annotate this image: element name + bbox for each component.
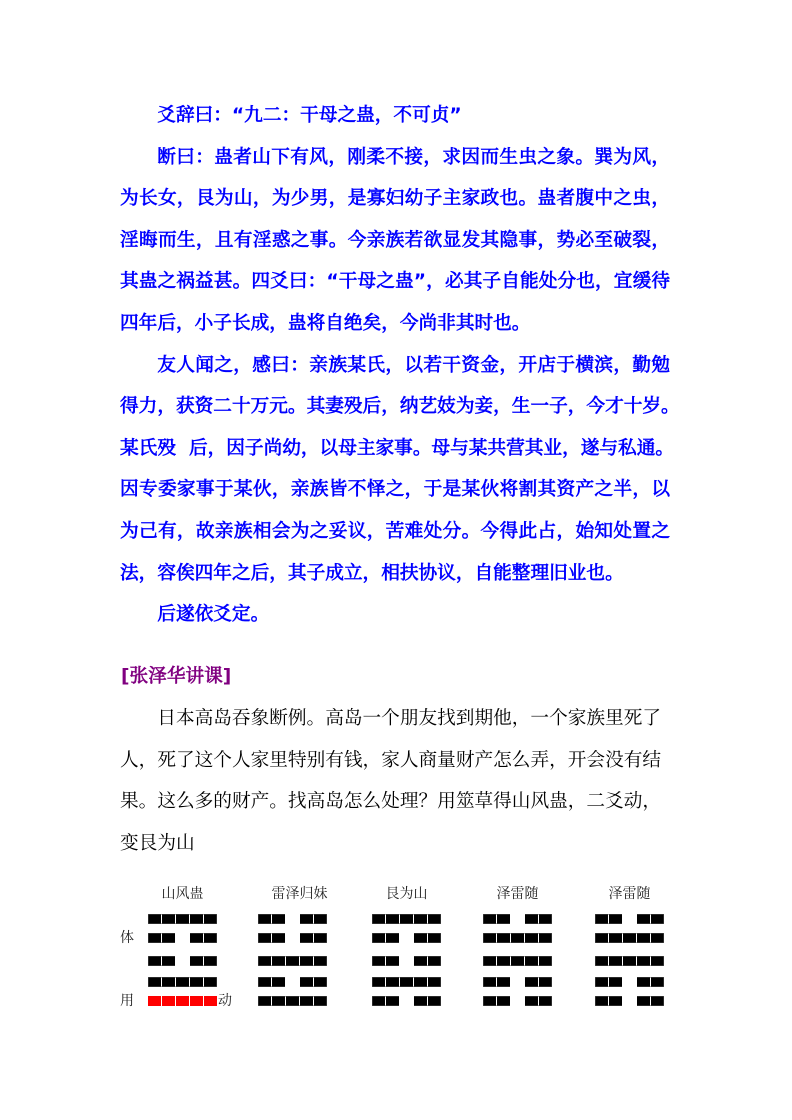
hexagram-title: 山风蛊	[161, 886, 204, 902]
hexagram-guimei	[258, 886, 327, 1016]
text-line: 友人闻之，感曰：亲族某氏，以若干资金，开店于横滨，勤勉	[157, 354, 670, 376]
hexagram-line	[258, 933, 327, 943]
hexagram-line	[595, 914, 664, 924]
hexagram-line	[372, 914, 441, 924]
hexagram-line	[148, 956, 217, 966]
yong-label: 用	[120, 993, 134, 1009]
dong-label: 动	[218, 993, 232, 1009]
hexagram-sui-2	[595, 886, 664, 1016]
hexagram-gen	[372, 886, 441, 1016]
hexagram-line	[258, 996, 327, 1006]
text-line: 日本高岛吞象断例。高岛一个朋友找到期他，一个家族里死了	[157, 708, 662, 729]
hexagram-line	[372, 977, 441, 987]
text-line: 爻辞曰：“九二：干母之蛊，不可贞”	[157, 105, 462, 126]
hexagram-line	[595, 996, 664, 1006]
hexagram-line	[258, 956, 327, 966]
hexagram-line	[148, 914, 217, 924]
hexagram-line	[483, 996, 552, 1006]
hexagram-line	[372, 933, 441, 943]
text-line: 后遂依爻定。	[157, 604, 270, 626]
text-line: 得力，获资二十万元。其妻殁后，纳艺妓为妾，生一子，今才十岁。	[120, 396, 680, 418]
hexagram-title: 雷泽归妹	[271, 886, 328, 902]
text-line: 因专委家事于某伙，亲族皆不怿之，于是某伙将割其资产之半，以	[120, 479, 670, 501]
hexagram-line	[372, 996, 441, 1006]
text-line: 人，死了这个人家里特别有钱，家人商量财产怎么弄，开会没有结	[120, 749, 662, 771]
hexagram-line	[372, 956, 441, 966]
text-line: 法，容俟四年之后，其子成立，相扶协议，自能整理旧业也。	[120, 562, 624, 584]
hexagram-title: 艮为山	[385, 886, 428, 902]
moving-hexagram-line	[148, 996, 217, 1006]
hexagram-line	[258, 914, 327, 924]
lecture-heading: [张泽华讲课]	[121, 666, 232, 687]
hexagram-sui	[483, 886, 552, 1016]
hexagram-title: 泽雷随	[496, 886, 539, 902]
hexagram-line	[483, 956, 552, 966]
hexagram-line	[595, 977, 664, 987]
text-line: 为己有，故亲族相会为之妥议，苦难处分。今得此占，始知处置之	[120, 520, 670, 542]
text-line: 淫晦而生，且有淫惑之事。今亲族若欲显发其隐事，势必至破裂，	[120, 229, 670, 251]
hexagram-gu	[148, 886, 217, 1016]
text-line: 断曰：蛊者山下有风，刚柔不接，求因而生虫之象。巽为风，	[157, 146, 670, 168]
ti-label: 体	[120, 930, 134, 946]
hexagram-line	[483, 914, 552, 924]
hexagram-line	[595, 956, 664, 966]
hexagram-line	[258, 977, 327, 987]
text-line: 某氏殁 后，因子尚幼，以母主家事。母与某共营其业，遂与私通。	[120, 437, 675, 459]
hexagram-line	[483, 933, 552, 943]
hexagram-line	[483, 977, 552, 987]
text-line: 四年后，小子长成，蛊将自绝矣，今尚非其时也。	[120, 312, 531, 334]
hexagram-line	[148, 933, 217, 943]
text-line: 其蛊之祸益甚。四爻曰：“干母之蛊”，必其子自能处分也，宜缓待	[120, 271, 670, 293]
text-line: 变艮为山	[120, 832, 195, 854]
hexagram-title: 泽雷随	[608, 886, 651, 902]
text-line: 为长女，艮为山，为少男，是寡妇幼子主家政也。蛊者腹中之虫，	[120, 188, 670, 210]
text-line: 果。这么多的财产。找高岛怎么处理？用筮草得山风蛊，二爻动，	[120, 791, 662, 813]
hexagram-line	[148, 977, 217, 987]
hexagram-line	[595, 933, 664, 943]
